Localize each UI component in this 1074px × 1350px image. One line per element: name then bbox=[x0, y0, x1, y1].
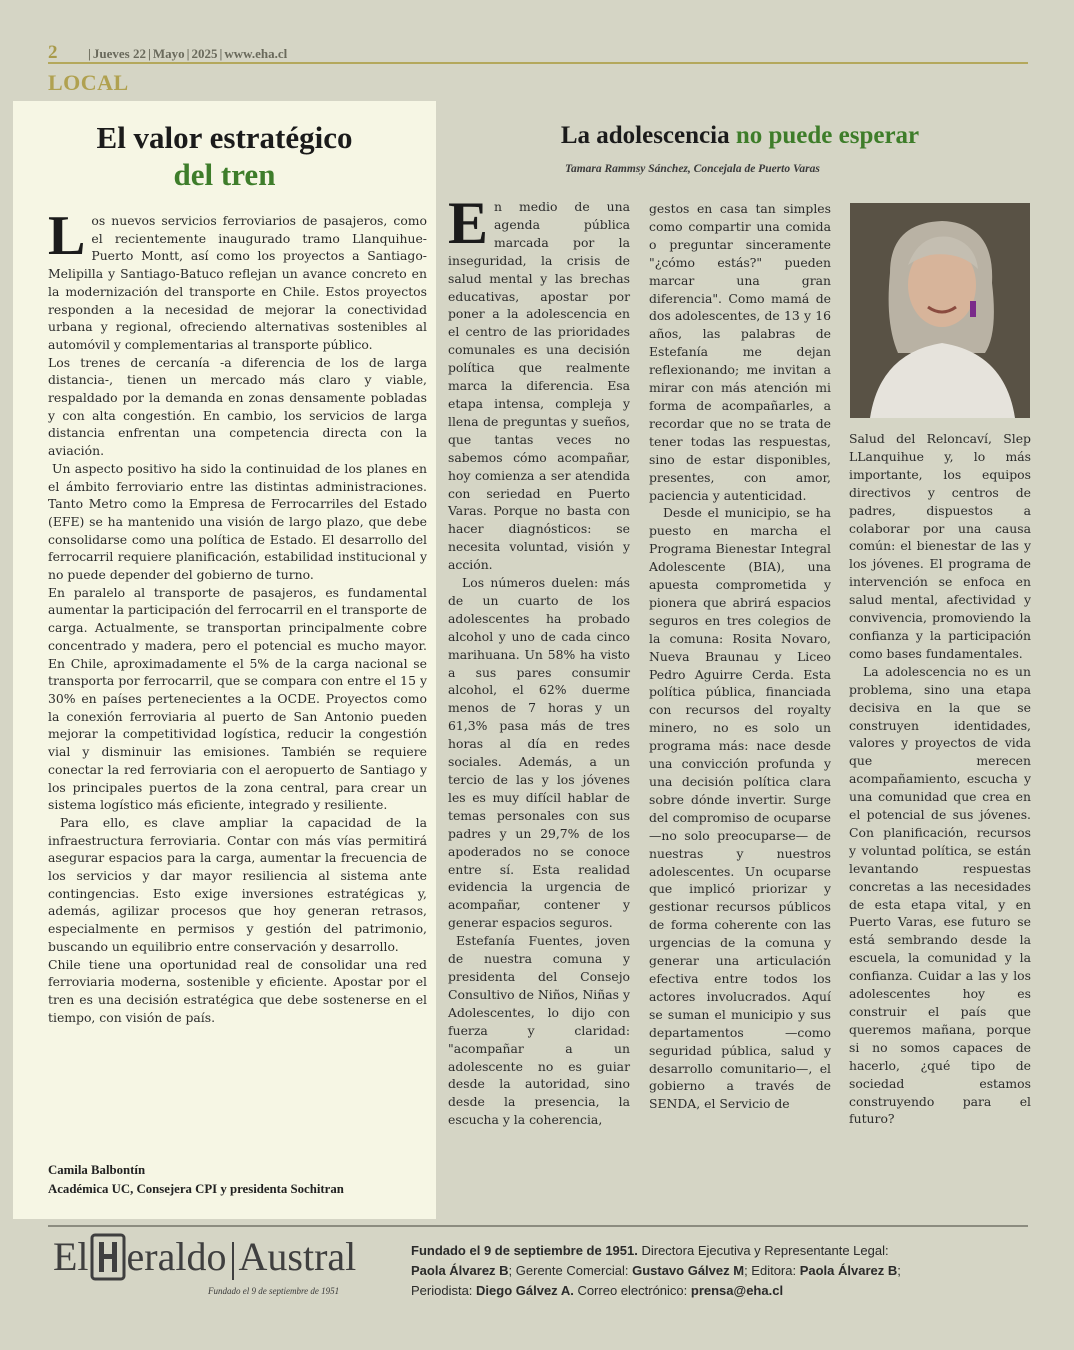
paragraph: Un aspecto positivo ha sido la continuidad de los planes en el ámbito ferroviario entre las distintas administraciones. Tanto Metro como la Empresa de Ferrocarriles del Estado (EFE) se ha mantenido una visión de largo plazo, que debe consolidarse como una política de Estado. El desarrollo del ferrocarril requiere planificación, estabilidad institucional y no puede depender del gobierno de turno. bbox=[48, 460, 427, 583]
header-web-link[interactable]: www.eha.cl bbox=[224, 46, 288, 61]
drop-cap: L bbox=[48, 205, 86, 267]
newspaper-logo: El eraldo Austral bbox=[53, 1232, 393, 1282]
header-day: Jueves 22 bbox=[92, 46, 146, 61]
portrait-illustration bbox=[850, 203, 1030, 418]
paragraph: Para ello, es clave ampliar la capacidad de la infraestructura ferroviaria. Contar con más vías permitirá asegurar espacios para la carga, aumentar la frecuencia de los servicios y dar mayor resiliencia al sistema ante contingencias. Esto exige inversiones estratégicas y, además, agilizar procesos que hoy generan retrasos, especialmente en permisos y gestión del patrimonio, buscando un equilibrio entre conservación y desarrollo. bbox=[48, 814, 427, 954]
header-year: 2025 bbox=[191, 46, 218, 61]
header-month: Mayo bbox=[152, 46, 185, 61]
left-article-title-green: del tren bbox=[173, 157, 276, 192]
paragraph: Los trenes de cercanía -a diferencia de los de larga distancia-, tienen un mercado más claro y viable, respaldado por la demanda en zonas densamente pobladas y con alta congestión. En cambio, los servicios de larga distancia enfrentan una competencia directa con la aviación. bbox=[48, 354, 427, 459]
paragraph: Salud del Reloncaví, Slep LLanquihue y, lo más importante, los equipos directivos y centros de padres, dispuestos a colaborar por una causa común: el bienestar de las y los jóvenes. El programa de intervención se enfoca en salud mental, afectividad y convivencia, promoviendo la confianza y la participación como bases fundamentales. bbox=[849, 431, 1031, 661]
author-role: Académica UC, Consejera CPI y presidenta Sochitran bbox=[48, 1182, 344, 1196]
left-article-title: El valor estratégico bbox=[96, 120, 353, 155]
logo-h-emblem bbox=[90, 1232, 126, 1282]
paragraph: Estefanía Fuentes, joven de nuestra comuna y presidenta del Consejo Consultivo de Niños, Niñas y Adolescentes, lo dijo con fuerza y claridad: "acompañar a un adolescente no es guiar desde la autoridad, sino desde la presencia, la escucha y la coherencia, bbox=[448, 933, 630, 1128]
right-article-column-1 bbox=[448, 190, 630, 1129]
email-link[interactable]: prensa@eha.cl bbox=[690, 1283, 784, 1298]
left-author-signature bbox=[48, 1161, 344, 1199]
paragraph: Desde el municipio, se ha puesto en marcha el Programa Bienestar Integral Adolescente (BIA), una apuesta comprometida y pionera que abrirá espacios seguros en tres colegios de la comuna: Rosita Novaro, Nueva Braunau y Liceo Pedro Aguirre Cerda. Esta política pública, financiada con recursos del royalty minero, no es solo un programa más: nace desde una convicción profunda y una decisión política clara sobre dónde invertir. Surge del compromiso de ocuparse —no solo preocuparse— de nuestras y nuestros adolescentes. Un ocuparse que implicó priorizar y gestionar recursos públicos de forma coherente con las urgencias de la comuna y generar una articulación efectiva entre todos los actores involucrados. Aquí se suman el municipio y sus departamentos —como seguridad pública, salud y desarrollo comunitario—, el gobierno a través de SENDA, el Servicio de bbox=[649, 505, 831, 1112]
left-article-body bbox=[48, 205, 428, 1026]
right-article-column-3 bbox=[849, 430, 1031, 1128]
author-photo bbox=[850, 203, 1030, 418]
right-article-column-2 bbox=[649, 200, 831, 1113]
right-article-title: La adolescencia no puede esperar bbox=[560, 122, 920, 149]
paragraph: En paralelo al transporte de pasajeros, es fundamental aumentar la participación del ferrocarril en el transporte de carga. Actualmente, se transportan principalmente cobre concentrado y madera, pero el potencial es mucho mayor. En Chile, aproximadamente el 5% de la carga nacional se transporta por ferrocarril, que se compara con entre el 15 y 30% en países pertenecientes a la OCDE. Proyectos como la conexión ferroviaria al puerto de San Antonio pueden mejorar la competitividad logística, reducir la congestión vial y disminuir las emisiones. También se requiere conectar la red ferroviaria con el aeropuerto de Santiago y los principales puertos de la zona central, para crear un sistema logístico más eficiente, integrado y resiliente. bbox=[48, 584, 428, 813]
right-article-byline: Tamara Rammsy Sánchez, Concejala de Puerto Varas bbox=[565, 163, 820, 175]
footer-credits: Fundado el 9 de septiembre de 1951. Directora Ejecutiva y Representante Legal: Paola Álvarez B; Gerente Comercial: Gustavo Gálvez M; Editora: Paola Álvarez B; Periodista: Diego Gálvez A. Correo electrónico: prensa@eha.cl bbox=[411, 1243, 901, 1298]
header-rule bbox=[48, 62, 1028, 64]
paragraph: Los números duelen: más de un cuarto de los adolescentes ha probado alcohol y uno de cada cinco marihuana. Un 58% ha visto a sus pares consumir alcohol, el 62% duerme menos de 7 horas y un 61,3% pasa más de tres horas al día en redes sociales. Además, a un tercio de las y los jóvenes les es muy difícil hablar de temas personales con sus padres y un 29,7% de los apoderados no se conoce entre sí. Esta realidad evidencia la urgencia de acompañar, contener y generar espacios seguros. bbox=[448, 575, 630, 931]
paragraph: Los nuevos servicios ferroviarios de pasajeros, como el recientemente inaugurado tramo Llanquihue-Puerto Montt, así como los proyectos a Santiago-Melipilla y Santiago-Batuco reflejan un avance concreto en la modernización del transporte en Chile. Estos proyectos responden a la necesidad de mejorar la conectividad urbana y regional, ofreciendo alternativas sostenibles al automóvil y complementarias al transporte público. bbox=[48, 205, 427, 352]
footer-rule bbox=[48, 1225, 1028, 1227]
paragraph: Chile tiene una oportunidad real de consolidar una red ferroviaria moderna, sostenible y eficiente. Apostar por el tren es una decisión estratégica que debe sostenerse en el tiempo, con visión de país. bbox=[48, 956, 427, 1025]
page-number: 2 bbox=[48, 42, 58, 63]
header-meta: | Jueves 22 | Mayo | 2025 | www.eha.cl bbox=[88, 46, 288, 61]
drop-cap: E bbox=[448, 190, 489, 256]
paragraph: gestos en casa tan simples como compartir una comida o preguntar sinceramente "¿cómo estás?" pueden marcar una gran diferencia". Como mamá de dos adolescentes, de 13 y 16 años, las palabras de Estefanía me dejan reflexionando; me invitan a mirar con más atención mi forma de acompañarles, a recordar que no se trata de tener todas las respuestas, sino de estar disponibles, presentes, con amor, paciencia y autenticidad. bbox=[649, 201, 831, 503]
paragraph: La adolescencia no es un problema, sino una etapa decisiva en la que se construyen identidades, valores y proyectos de vida que merecen acompañamiento, escucha y una comunidad que crea en el potencial de sus jóvenes. Con planificación, recursos y voluntad política, se están levantando respuestas concretas a las necesidades de esta etapa vital, y en Puerto Varas, ese futuro se está sembrando desde la escuela, la comunidad y la confianza. Cuidar a las y los adolescentes hoy es construir el país que queremos mañana, porque si no somos capaces de hacerlo, ¿qué tipo de sociedad estamos construyendo para el futuro? bbox=[849, 663, 1031, 1127]
logo-founded: Fundado el 9 de septiembre de 1951 bbox=[208, 1286, 340, 1296]
paragraph: En medio de una agenda pública marcada por la inseguridad, la crisis de salud mental y las brechas educativas, apostar por poner a la adolescencia en el centro de las prioridades comunales es una decisión política que realmente marca la diferencia. Esa etapa intensa, compleja y llena de preguntas y sueños, que tantas veces no sabemos cómo acompañar, hoy comienza a ser atendida con seriedad en Puerto Varas. Porque no basta con hacer diagnósticos: se necesita voluntad, visión y acción. bbox=[448, 190, 630, 573]
page-header bbox=[48, 42, 1028, 66]
author-name: Camila Balbontín bbox=[48, 1163, 146, 1177]
section-label: LOCAL bbox=[48, 70, 129, 95]
